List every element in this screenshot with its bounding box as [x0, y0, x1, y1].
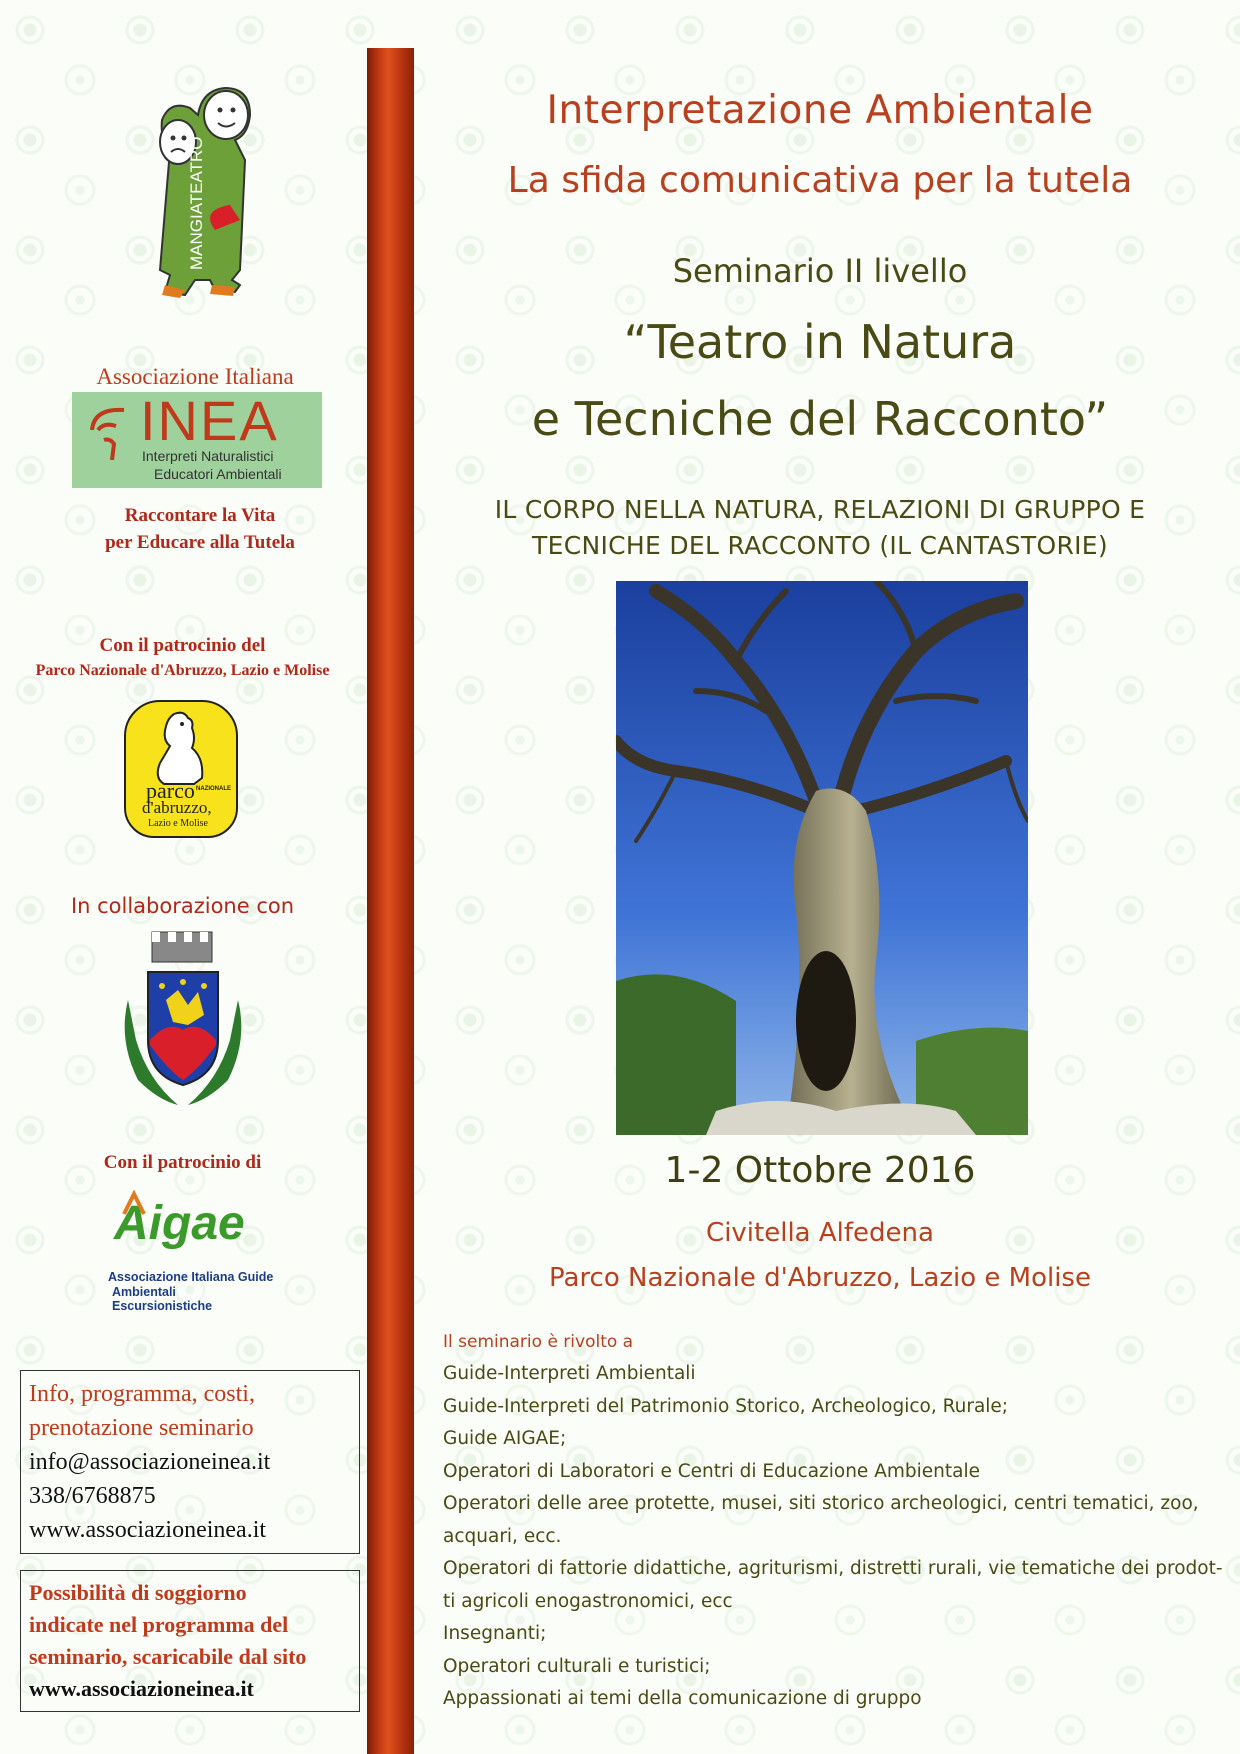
parco-logo-nazionale: NAZIONALE — [196, 786, 231, 792]
info-line-1: Info, programma, costi, — [29, 1381, 255, 1407]
info-line-2: prenotazione seminario — [29, 1415, 254, 1441]
aigae-hiker-icon — [120, 1190, 150, 1216]
patrocinio-di-label: Con il patrocinio di — [103, 1152, 262, 1173]
stay-site-link[interactable]: www.associazioneinea.it — [29, 1676, 254, 1701]
event-date: 1-2 Ottobre 2016 — [664, 1150, 976, 1191]
main-title: Interpretazione Ambientale — [546, 88, 1094, 133]
event-location-park: Parco Nazionale d'Abruzzo, Lazio e Molise — [549, 1263, 1091, 1293]
aigae-line-2: Ambientali Escursionistiche — [112, 1285, 213, 1313]
audience-item: ti agricoli enogastronomici, ecc — [443, 1590, 733, 1612]
stay-line-2: indicate nel programma del — [29, 1612, 289, 1637]
stay-line-1: Possibilità di soggiorno — [29, 1580, 247, 1605]
stay-line-3: seminario, scaricabile dal sito — [29, 1644, 307, 1669]
parco-abruzzo-logo — [124, 700, 238, 838]
vertical-divider-bar — [367, 48, 414, 1754]
event-topics-line-2: TECNICHE DEL RACCONTO (IL CANTASTORIE) — [532, 531, 1108, 560]
audience-item: Operatori di fattorie didattiche, agriturismi, distretti rurali, vie tematiche dei prodot- — [443, 1558, 1223, 1579]
audience-section — [443, 1332, 1223, 1716]
parco-logo-abruzzo: d'abruzzo, — [142, 798, 212, 817]
event-location-town: Civitella Alfedena — [706, 1218, 934, 1248]
audience-item: Operatori culturali e turistici; — [443, 1655, 711, 1677]
parco-logo-lazio: Lazio e Molise — [148, 818, 208, 829]
audience-item: Guide-Interpreti del Patrimonio Storico, Archeologico, Rurale; — [443, 1395, 1009, 1417]
inea-assoc-label: Associazione Italiana — [96, 364, 294, 389]
mangiateatro-logo-text: MANGIATEATRO — [187, 136, 206, 270]
event-topics-line-1: IL CORPO NELLA NATURA, RELAZIONI DI GRUPPO E — [494, 495, 1146, 524]
audience-intro: Il seminario è rivolto a — [443, 1332, 634, 1352]
seminar-level: Seminario II livello — [672, 252, 968, 290]
aigae-wordmark: Aigae — [114, 1197, 245, 1250]
patrocinio-line-2: Parco Nazionale d'Abruzzo, Lazio e Molise — [35, 662, 330, 679]
motto — [40, 502, 360, 556]
inea-face-icon — [84, 400, 134, 460]
inea-line-1: Interpreti Naturalistici — [142, 448, 274, 464]
civitella-coat-of-arms — [118, 930, 248, 1110]
patrocinio-line-1: Con il patrocinio del — [99, 635, 266, 656]
inea-logo — [72, 389, 322, 488]
inea-line-2: Educatori Ambientali — [154, 466, 282, 482]
audience-item: acquari, ecc. — [443, 1525, 562, 1547]
collaborazione-label: In collaborazione con — [70, 894, 295, 918]
parco-logo-parco: parco — [146, 778, 195, 803]
audience-item: Appassionati ai temi della comunicazione di gruppo — [443, 1688, 922, 1709]
aigae-line-1: Associazione Italiana Guide — [108, 1270, 274, 1284]
info-email-link[interactable]: info@associazioneinea.it — [29, 1449, 271, 1475]
aigae-logo — [108, 1190, 278, 1313]
tree-photo — [616, 581, 1028, 1135]
info-phone: 338/6768875 — [29, 1483, 156, 1509]
audience-item: Operatori delle aree protette, musei, siti storico archeologici, centri tematici, zoo, — [443, 1493, 1199, 1514]
audience-item: Operatori di Laboratori e Centri di Educazione Ambientale — [443, 1460, 980, 1482]
mangiateatro-logo — [140, 80, 270, 305]
patrocinio-parco — [0, 632, 365, 682]
main-subtitle: La sfida comunicativa per la tutela — [507, 160, 1133, 201]
motto-line-1: Raccontare la Vita — [124, 505, 276, 526]
info-site-link[interactable]: www.associazioneinea.it — [29, 1517, 267, 1543]
motto-line-2: per Educare alla Tutela — [105, 532, 295, 553]
inea-wordmark: INEA — [140, 389, 279, 452]
info-box — [20, 1370, 360, 1554]
event-title-line-2: e Tecniche del Racconto” — [531, 392, 1109, 446]
audience-item: Insegnanti; — [443, 1623, 547, 1644]
event-title-line-1: “Teatro in Natura — [623, 315, 1017, 369]
event-topics — [430, 492, 1210, 564]
stay-box — [20, 1570, 360, 1712]
audience-item: Guide AIGAE; — [443, 1428, 567, 1449]
audience-item: Guide-Interpreti Ambientali — [443, 1363, 696, 1384]
